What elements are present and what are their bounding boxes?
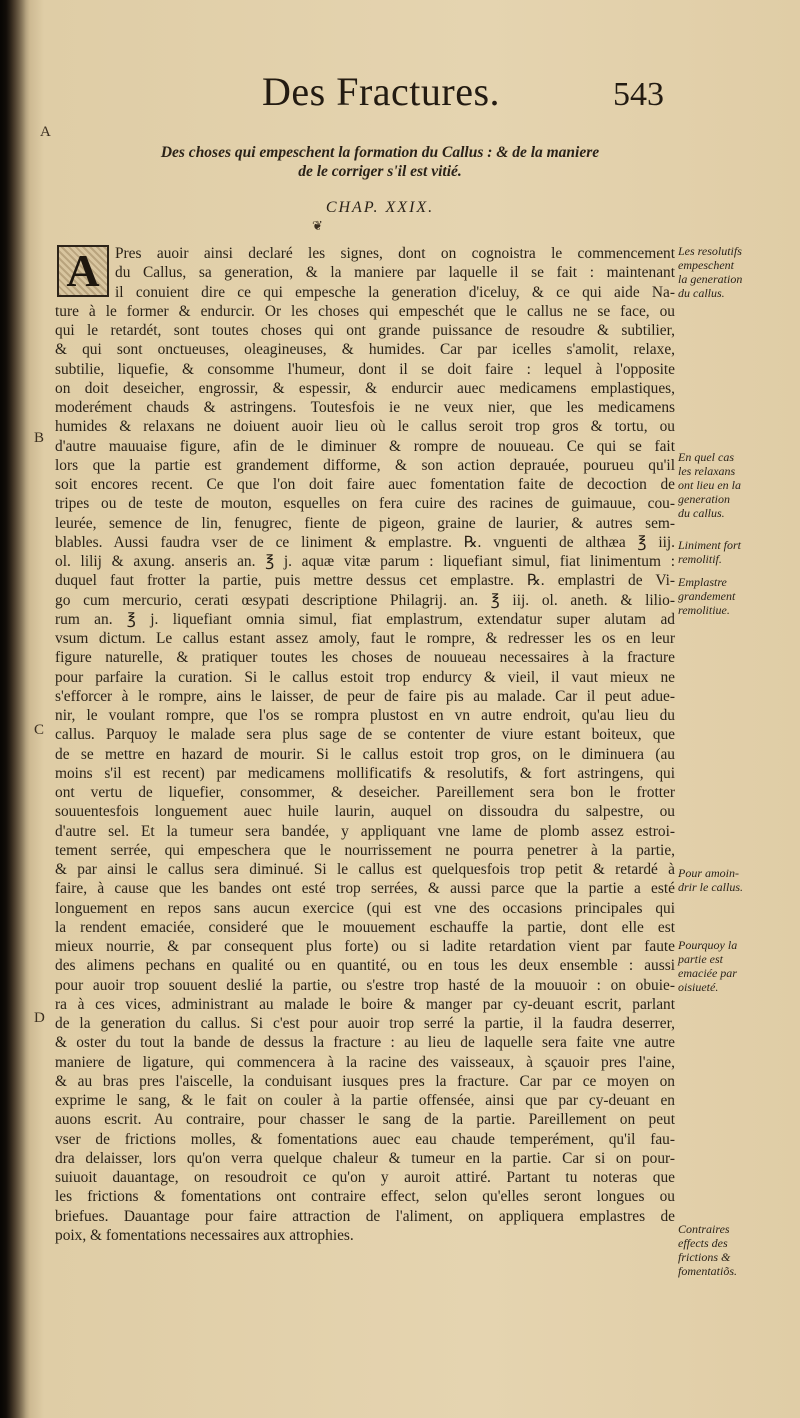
text-line: moderément chauds & astringens. Toutesfois ie ne veux nier, que les medicamens (55, 399, 675, 416)
marginal-note-line: les relaxans (678, 464, 736, 478)
text-line: ra à ces vices, administrant au malade le boire & manger par cy-deuant escrit, parlant (55, 995, 675, 1013)
marginal-note-line: empeschent (678, 258, 734, 272)
text-line: moins s'il est recent) par medicamens mollificatifs & resolutifs, & fort astringens, qui (55, 764, 675, 782)
text-line: tement serrée, qui empeschera que le nourrissement ne pourra penetrer à la partie, (55, 841, 675, 859)
marginal-note-line: du callus. (678, 286, 725, 300)
text-line: Pres auoir ainsi declaré les signes, dont on cognoistra le commencement (115, 245, 675, 262)
text-line: blables. Aussi faudra vser de ce liniment & emplastre. ℞. vnguenti de althæa ℥ iij. (55, 533, 675, 551)
marginal-note-line: Liniment fort (678, 538, 742, 552)
text-line: s'efforcer à le rompre, ains le laisser, de peur de faire pis au malade. Car il peut adue- (55, 687, 675, 705)
text-line: leurée, semence de lin, fenugrec, fiente de pigeon, graine de laurier, & autres sem- (55, 514, 675, 532)
text-line: figure naturelle, & pratiquer toutes les choses de nouueau necessaires à la fracture (55, 649, 675, 667)
chapter-number: CHAP. XXIX. (325, 199, 435, 216)
chapter-heading-line-1: Des choses qui empeschent la formation du Callus : & de la maniere (160, 144, 600, 161)
text-line: & par ainsi le callus sera diminué. Si le callus est quelquesfois trop petit & retardé à (55, 861, 675, 878)
text-line: maniere de ligature, qui commencera à la racine des vaisseaux, à sçauoir pres l'aine, (55, 1053, 675, 1071)
text-line: poix, & fomentations necessaires aux attrophies. (55, 1226, 354, 1244)
marginal-note (678, 1222, 778, 1278)
text-line: suiuoit dauantage, on resoudroit ce qu'on y auroit attiré. Partant tu noteras que (55, 1169, 675, 1186)
margin-letter-c: C (34, 722, 45, 738)
marginal-note-line: En quel cas (678, 450, 734, 464)
text-line: faire, à cause que les bandes ont esté trop serrées, & aussi parce que la partie a esté (55, 880, 675, 898)
binding-shadow (0, 0, 30, 1418)
marginal-note (678, 866, 778, 894)
marginal-note-line: Emplastre (678, 575, 727, 589)
marginal-note-line: Les resolutifs (678, 244, 742, 258)
text-line: la rendent emaciée, consideré que le mouuement eschauffe la partie, dont elle est (55, 918, 675, 936)
page-header (0, 68, 800, 118)
marginal-note-line: fomentatiõs. (678, 1264, 737, 1278)
text-line: ol. lilij & axung. anseris an. ℥ j. aquæ vitæ parum : liquefiant simul, fiat linimentum : (55, 553, 675, 570)
text-line: briefues. Dauantage pour faire attraction de l'aliment, on appliquera emplastres de (55, 1207, 675, 1225)
text-line: vsum dictum. Le callus estant assez amoly, faut le rompre, & redresser les os en leur (55, 630, 675, 647)
text-line: humides & relaxans ne doiuent auoir lieu où le callus seroit trop gros & tortu, ou (55, 418, 675, 436)
text-line: soit encores recent. Ce que l'on doit faire auec fomentation faite de decoction de (55, 476, 675, 493)
marginal-note-line: la generation (678, 272, 743, 286)
text-line: de se mettre en hazard de mourir. Si le callus estoit trop gros, on le diminuera (au (55, 745, 675, 763)
marginal-note (678, 538, 778, 566)
text-line: & oster du tout la bande de dessus la fracture : au lieu de laquelle sera faite vne autre (55, 1034, 675, 1052)
text-line: tripes ou de teste de mouton, esquelles on fera cuire des racines de guimauue, cou- (55, 495, 675, 513)
running-title: Des Fractures. (262, 69, 501, 114)
text-line: d'autre mauuaise figure, afin de le diminuer & rompre de nouueau. Ce qui se fait (55, 437, 675, 455)
chapter-heading-line-2: de le corriger s'il est vitié. (298, 163, 462, 180)
marginal-note-line: remolitif. (678, 552, 722, 566)
marginal-note-line: du callus. (678, 506, 725, 520)
text-line: lors que la partie est grandement difforme, & son action deprauée, pourueu qu'il (55, 456, 675, 474)
text-line: de la generation du callus. Si c'est pour auoir trop serré la partie, il la faudra deserrer, (55, 1015, 675, 1032)
text-line: les frictions & fomentations ont contraire effect, selon qu'elles seront longues ou (55, 1188, 675, 1206)
text-line: callus. Parquoy le malade sera plus sage de se contenter de viure estant boiteux, que (55, 726, 675, 744)
page-number: 543 (613, 76, 664, 113)
text-line: pour auoir trop souuent deslié la partie, ou s'estre trop hasté de la mouuoir : on obuie- (55, 976, 675, 994)
marginal-note-line: remolitiue. (678, 603, 730, 617)
marginal-note-line: ont lieu en la (678, 478, 741, 492)
text-line: des alimens pechans en qualité ou en quantité, ou en tous les deux ensemble : aussi (55, 957, 675, 975)
marginal-note-line: grandement (678, 589, 736, 603)
text-line: auons escrit. Au contraire, pour chasser le sang de la partie. Pareillement on peut (55, 1111, 675, 1129)
text-line: on doit deseicher, engrossir, & espessir, & endurcir auec medicamens emplastiques, (55, 379, 675, 397)
marginal-note-line: generation (678, 492, 730, 506)
text-line: il conuient dire ce qui empesche la generation d'iceluy, & ce qui aide Na- (115, 283, 675, 301)
marginal-note-line: Pour amoin- (678, 866, 739, 880)
text-line: souuentesfois longuement auec huile laurin, auquel on dissoudra du salpestre, ou (55, 803, 675, 821)
margin-letter-d: D (34, 1010, 45, 1026)
text-line: qui le retardét, sont toutes choses qui ont grande puissance de resoudre & subtilier, (55, 322, 675, 339)
text-line: exprime le sang, & le fait on couler à la partie offensée, ainsi que par cy-deuant en (55, 1092, 675, 1109)
text-line: du Callus, sa generation, & la maniere par laquelle il se fait : maintenant (115, 264, 675, 282)
text-line: vser de frictions molles, & fomentations auec eau chaude temperément, qu'il fau- (55, 1130, 675, 1148)
marginal-note-line: emaciée par (678, 966, 737, 980)
marginal-note (678, 244, 778, 300)
text-line: & qui sont onctueuses, oleagineuses, & humides. Car par icelles s'amolit, relaxe, (55, 341, 675, 359)
margin-letter-a: A (40, 124, 51, 140)
text-line: duquel faut frotter la partie, puis mettre dessus cet emplastre. ℞. emplastri de Vi- (55, 572, 675, 590)
text-line: d'autre sel. Et la tumeur sera bandée, y appliquant vne lame de plomb assez estroi- (55, 822, 675, 840)
drop-cap-letter: A (66, 245, 100, 296)
marginal-note-line: partie est (678, 952, 723, 966)
marginal-note-line: Pourquoy la (678, 938, 738, 952)
marginal-note-line: drir le callus. (678, 880, 743, 894)
text-line: ture à le former & endurcir. Or les choses qui empeschét que le callus ne se face, ou (55, 302, 675, 320)
ornament-icon: ❦ (312, 218, 323, 233)
marginal-note (678, 575, 778, 617)
marginal-note-line: effects des (678, 1236, 728, 1250)
marginal-note (678, 450, 778, 520)
text-line: mieux nourrie, & par consequent plus forte) ou si ladite retardation vient par faute (55, 938, 675, 955)
text-line: & au bras pres l'aiscelle, la conduisant iusques pres la fracture. Car par ce moyen on (55, 1072, 675, 1090)
text-line: longuement en repos sans aucun exercice (qui est vne des occasions principales qui (55, 899, 675, 917)
body-text (55, 244, 675, 1245)
text-line: go cum mercurio, cerati œsypati descriptione Philagrij. an. ℥ iij. ol. aneth. & lilio- (55, 591, 675, 609)
text-line: dra delaisser, lors qu'on verra quelque chaleur & tumeur en la partie. Car si on pour- (55, 1149, 675, 1167)
text-line: subtilie, liquefie, & consomme l'humeur, dont il se doit faire : lequel à l'opposite (55, 360, 675, 378)
text-line: nir, le voulant rompre, que l'os se rompra plustost en vn autre endroit, qu'au lieu du (55, 707, 675, 724)
text-line: ont vertu de liquefier, consommer, & deseicher. Pareillement sera bon le frotter (55, 784, 675, 801)
margin-letter-b: B (34, 430, 45, 446)
marginal-note (678, 938, 778, 994)
marginal-note-line: oisiueté. (678, 980, 719, 994)
marginal-note-line: frictions & (678, 1250, 731, 1264)
marginal-note-line: Contraires (678, 1222, 730, 1236)
text-line: rum an. ℥ j. liquefiant omnia simul, fiat emplastrum, extendatur super alutam ad (55, 610, 675, 628)
text-line: pour parfaire la curation. Si le callus estoit trop endurcy & vieil, il vaut mieux ne (55, 668, 675, 686)
